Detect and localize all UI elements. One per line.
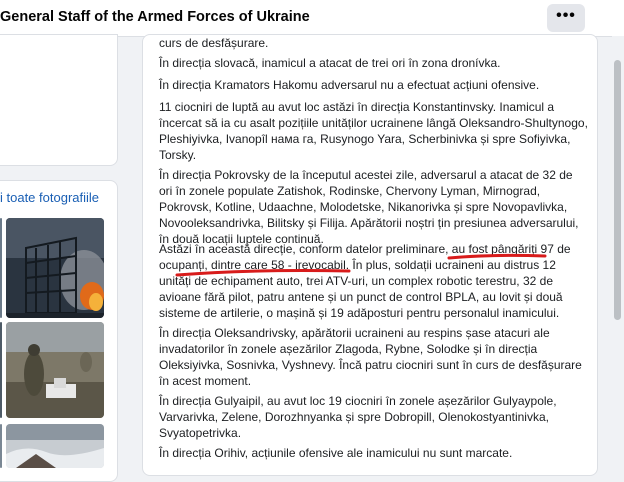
photo-thumbnail-3[interactable] xyxy=(0,322,2,418)
photo-thumbnail-2[interactable] xyxy=(6,218,104,318)
post-paragraph: În direcția Kramators Hakomu adversarul nu a efectuat acțiuni ofensive. xyxy=(159,78,540,92)
post-paragraph: curs de desfășurare. xyxy=(159,36,269,50)
see-all-photos-link[interactable]: i toate fotografiile xyxy=(0,190,100,205)
page-title[interactable]: General Staff of the Armed Forces of Ukraine xyxy=(0,9,310,25)
post-paragraph-highlighted: Astăzi în această direcție, conform datelor preliminare, au fost pângăriți 97 de ocupanți, dintre care 58 - irevocabil. În plus, soldații ucraineni au distrus 12 unități de echipament auto, trei ATV-uri, un complex robotic terestru, 32 de avioane fără pilot, patru antene și un punct de control BPLA, au lovit și două sisteme de artilerie, o mașină și 19 adăposturi pentru personalul inamicului. xyxy=(159,242,571,320)
post-card xyxy=(142,34,598,476)
post-paragraph: În direcția Pokrovsky de la începutul acestei zile, adversarul a atacat de 32 de ori în zonele populate Zatishok, Rodinske, Chervony Lyman, Mirnograd, Pokrovsk, Kotline, Udaachne, Molodetske, Nikanorivka și spre Novopavlivka, Novooleksandrivka, Bilitsky și Filija. Apărătorii noștri țin presiunea adversarului, în două locații luptele continuă. xyxy=(159,168,579,246)
post-paragraph: În direcția Orihiv, acțiunile ofensive ale inamicului nu sunt marcate. xyxy=(159,446,513,460)
photo-burning-structure xyxy=(6,218,104,318)
post-paragraph: În direcția Gulyaipil, au avut loc 19 ciocniri în zonele așezărilor Gulyaypole, Varvarivka, Zelene, Dorozhnyanka și spre Dobropill, Olenokostyantinivka, Svyatopetrivka. xyxy=(159,394,557,440)
photo-thumbnail-6[interactable] xyxy=(6,424,104,468)
photo-thumbnail-4[interactable] xyxy=(6,322,104,418)
more-options-button[interactable]: ••• xyxy=(547,4,585,32)
photo-soldiers xyxy=(6,322,104,418)
photo-snowy-field xyxy=(6,424,104,468)
intro-card xyxy=(0,34,118,166)
photo-thumbnail-1[interactable] xyxy=(0,218,2,318)
post-paragraph: 11 ciocniri de luptă au avut loc astăzi în direcția Konstantinvsky. Inamicul a încercat să ia cu asalt pozițiile unităților ucrainene lângă Oleksandro-Shultynogo, Pleshiyivka, Ivanopîl нама га, Rusynogo Yara, Scherbinivka și spre Sofiyivka, Torsky. xyxy=(159,100,588,162)
post-paragraph: În direcția Oleksandrivsky, apărătorii ucraineni au respins șase atacuri ale invadatorilor în zonele așezărilor Zlagoda, Rybne, Solodke și în direcția Oleksiyivka, Sosnivka, Vyshnevy. Încă patru ciocniri sunt în curs de desfășurare în acest moment. xyxy=(159,326,582,388)
photo-thumbnail-5[interactable] xyxy=(0,424,2,468)
page-header xyxy=(0,0,624,37)
scrollbar-thumb[interactable] xyxy=(614,60,621,320)
post-paragraph: În direcția slovacă, inamicul a atacat de trei ori în zona dronívka. xyxy=(159,56,501,70)
